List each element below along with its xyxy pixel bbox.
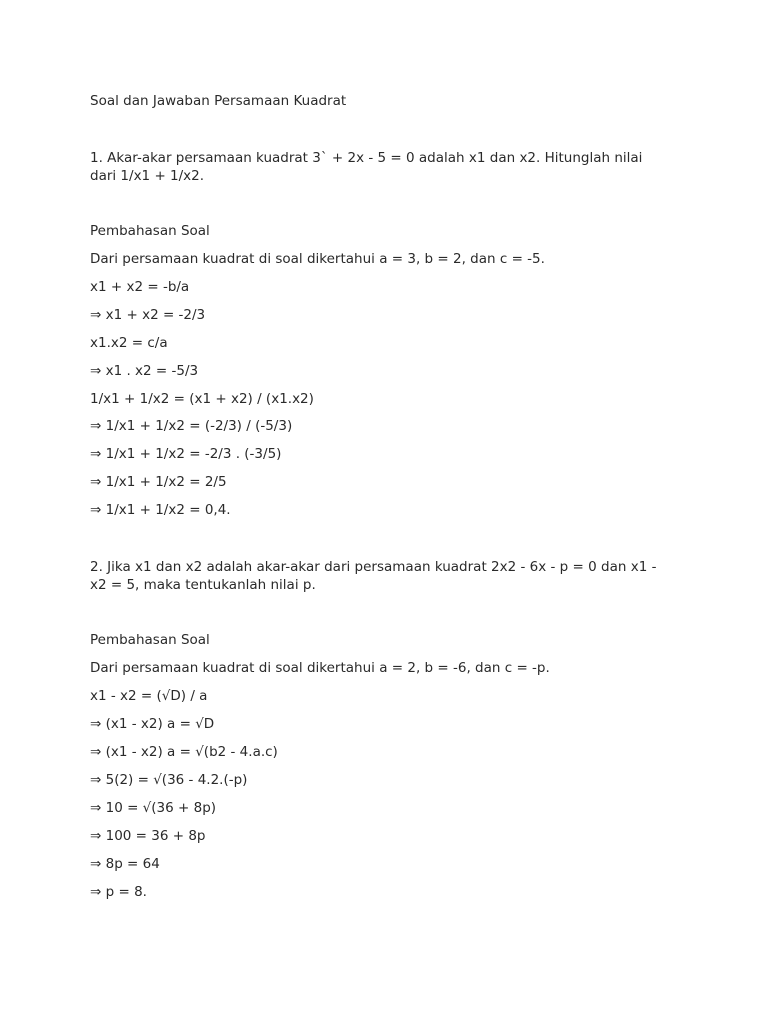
solution-1-step: ⇒ 1/x1 + 1/x2 = 0,4. [90, 502, 231, 518]
solution-2-step: ⇒ (x1 - x2) a = √D [90, 716, 215, 732]
solution-2-step: ⇒ 100 = 36 + 8p [90, 828, 206, 844]
solution-2-step: ⇒ 10 = √(36 + 8p) [90, 800, 217, 816]
solution-1-step: 1/x1 + 1/x2 = (x1 + x2) / (x1.x2) [90, 391, 314, 407]
question-1-line-2: dari 1/x1 + 1/x2. [90, 168, 205, 184]
solution-1-step: ⇒ x1 + x2 = -2/3 [90, 307, 206, 323]
solution-2-step: ⇒ 8p = 64 [90, 856, 160, 872]
solution-2-step: ⇒ 5(2) = √(36 - 4.2.(-p) [90, 772, 248, 788]
solution-2-heading: Pembahasan Soal [90, 632, 210, 648]
solution-2-step: ⇒ (x1 - x2) a = √(b2 - 4.a.c) [90, 744, 278, 760]
solution-1-step: ⇒ 1/x1 + 1/x2 = 2/5 [90, 474, 227, 490]
solution-2-step: Dari persamaan kuadrat di soal dikertahui a = 2, b = -6, dan c = -p. [90, 660, 550, 676]
question-1-line-1: 1. Akar-akar persamaan kuadrat 3` + 2x - 5 = 0 adalah x1 dan x2. Hitunglah nilai [90, 150, 643, 166]
solution-1-heading: Pembahasan Soal [90, 223, 210, 239]
solution-1-step: ⇒ 1/x1 + 1/x2 = -2/3 . (-3/5) [90, 446, 282, 462]
solution-1-step: ⇒ 1/x1 + 1/x2 = (-2/3) / (-5/3) [90, 418, 293, 434]
question-2-line-2: x2 = 5, maka tentukanlah nilai p. [90, 577, 316, 593]
solution-2-step: x1 - x2 = (√D) / a [90, 688, 208, 704]
solution-1-step: x1.x2 = c/a [90, 335, 168, 351]
solution-1-step: x1 + x2 = -b/a [90, 279, 190, 295]
solution-2-step: ⇒ p = 8. [90, 884, 147, 900]
document-title: Soal dan Jawaban Persamaan Kuadrat [90, 93, 347, 109]
solution-1-step: Dari persamaan kuadrat di soal dikertahui a = 3, b = 2, dan c = -5. [90, 251, 545, 267]
question-2-line-1: 2. Jika x1 dan x2 adalah akar-akar dari persamaan kuadrat 2x2 - 6x - p = 0 dan x1 - [90, 559, 657, 575]
solution-1-step: ⇒ x1 . x2 = -5/3 [90, 363, 199, 379]
